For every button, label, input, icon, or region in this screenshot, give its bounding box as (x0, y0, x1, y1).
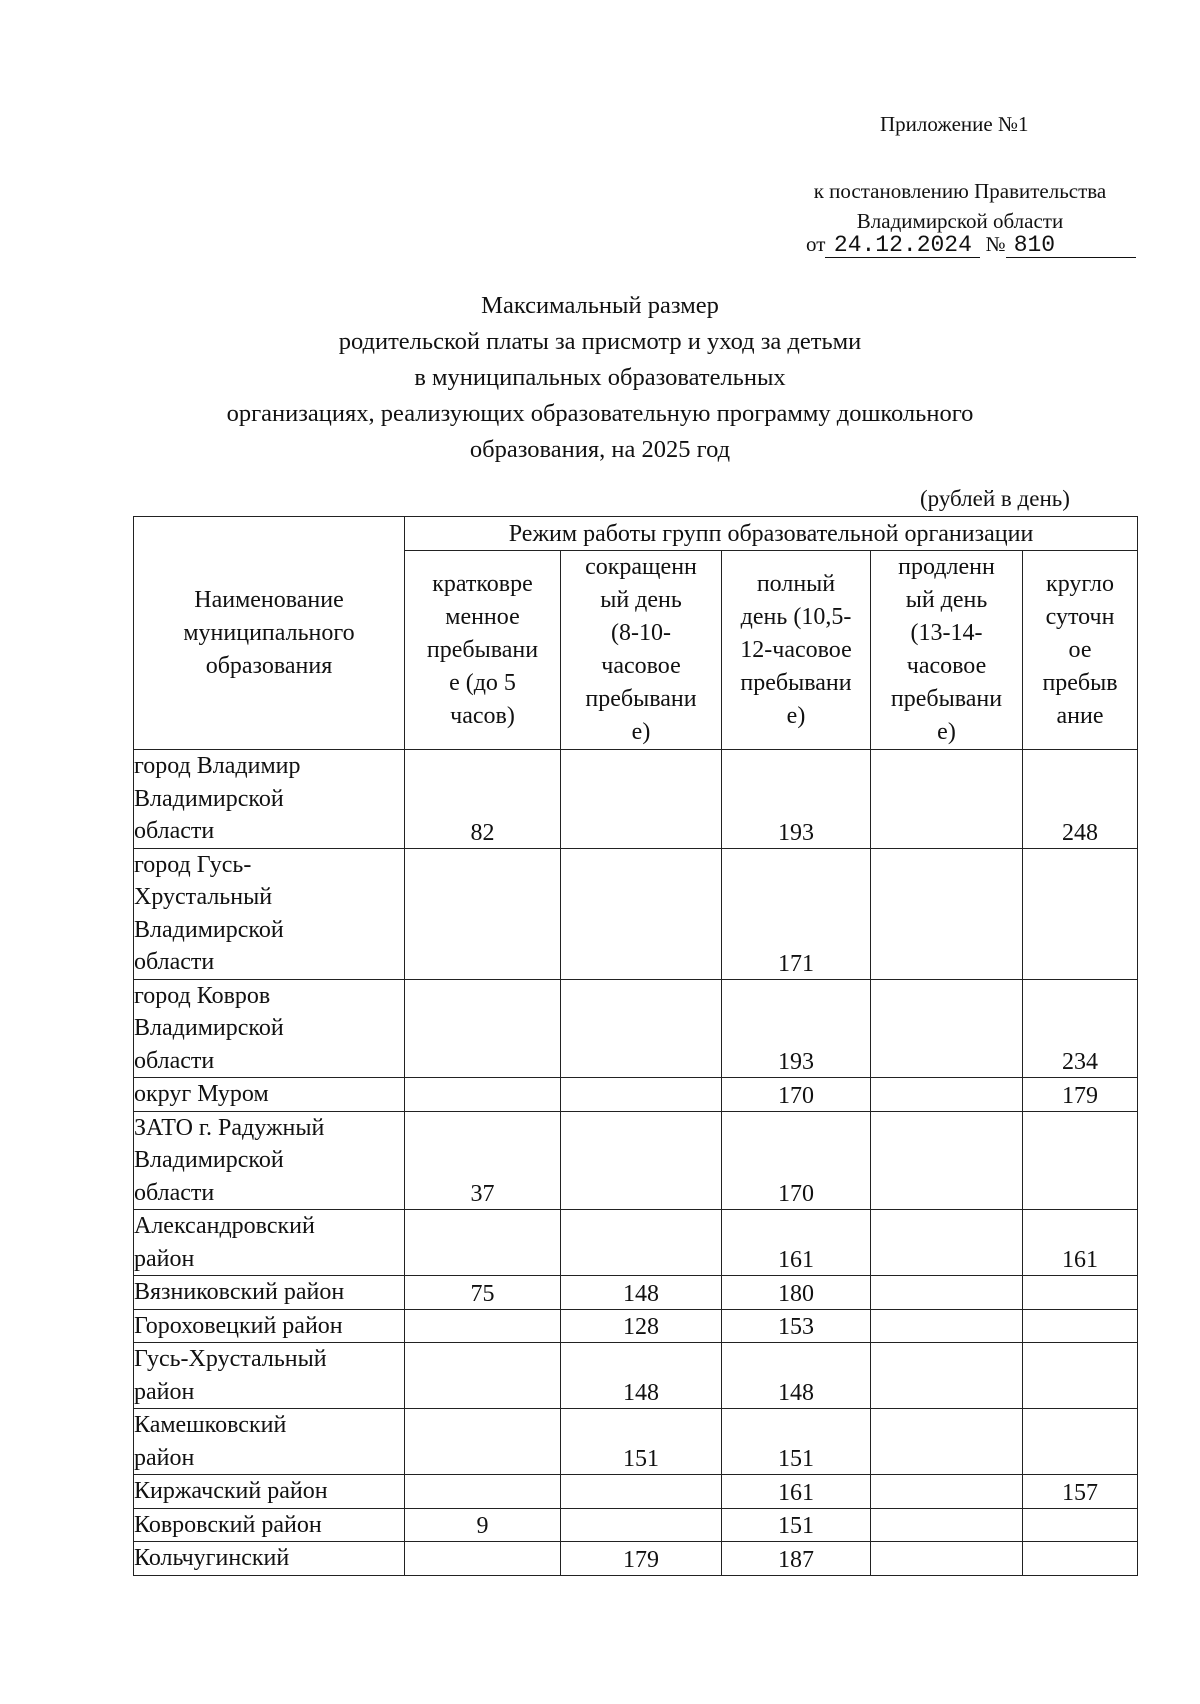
fee-value-round-the-clock (1023, 1508, 1138, 1542)
header-line: ый день (905, 587, 988, 613)
header-line: кратковре (432, 570, 533, 597)
header-line: е (до 5 (449, 669, 516, 696)
header-line: е) (786, 702, 806, 729)
fee-value-shortened-day: 151 (561, 1409, 722, 1475)
fee-value-shortened-day (561, 1210, 722, 1276)
name-line: район (134, 1245, 195, 1272)
fee-value-shortened-day (561, 1508, 722, 1542)
work-mode-group-header: Режим работы групп образовательной организации (405, 517, 1138, 551)
fee-value-short-stay (405, 1343, 561, 1409)
name-line: Ковровский район (134, 1511, 322, 1538)
fee-value-extended-day (871, 848, 1023, 979)
decree-number: 810 (1006, 233, 1136, 258)
extended-day-header (871, 551, 1023, 750)
table-row (134, 1111, 1138, 1210)
fee-value-short-stay (405, 1309, 561, 1343)
header-line: менное (445, 603, 520, 630)
fee-value-round-the-clock (1023, 1111, 1138, 1210)
fee-value-full-day: 193 (722, 750, 871, 849)
fee-value-round-the-clock: 248 (1023, 750, 1138, 849)
decree-date-number (806, 232, 1136, 258)
fee-value-short-stay (405, 1210, 561, 1276)
fee-value-full-day: 180 (722, 1276, 871, 1310)
header-line: е) (937, 719, 956, 745)
fee-value-round-the-clock (1023, 1542, 1138, 1576)
decree-line-2: Владимирской области (856, 209, 1064, 233)
header-line: пребывани (426, 636, 539, 663)
full-day-header (722, 551, 871, 750)
title-line: в муниципальных образовательных (414, 364, 786, 391)
header-line: ание (1056, 702, 1104, 729)
name-line: Вязниковский район (134, 1279, 345, 1305)
fee-value-full-day: 187 (722, 1542, 871, 1576)
fee-value-round-the-clock (1023, 1276, 1138, 1310)
fee-value-extended-day (871, 1508, 1023, 1542)
fee-value-full-day: 170 (722, 1078, 871, 1112)
name-line: город Гусь- (134, 851, 252, 878)
title-line: Максимальный размер (481, 292, 719, 319)
fee-value-short-stay (405, 1475, 561, 1509)
fee-value-full-day: 171 (722, 848, 871, 979)
municipality-name (134, 1111, 405, 1210)
name-line: район (134, 1378, 195, 1405)
fee-value-extended-day (871, 750, 1023, 849)
header-line: е) (631, 719, 651, 745)
shortened-day-header (561, 551, 722, 750)
table-row (134, 1309, 1138, 1343)
table-row (134, 1409, 1138, 1475)
header-line: пребывани (585, 686, 697, 712)
municipality-name (134, 1309, 405, 1343)
fee-value-full-day: 151 (722, 1409, 871, 1475)
name-line: Владимирской (134, 1015, 284, 1041)
fee-value-round-the-clock (1023, 1343, 1138, 1409)
document-title (150, 288, 1050, 468)
title-line: образования, на 2025 год (469, 436, 731, 463)
header-line: 12-часовое (740, 636, 852, 663)
header-line: пребывани (740, 669, 852, 696)
header-line: часовое (601, 653, 681, 679)
fee-value-shortened-day (561, 1475, 722, 1509)
fee-value-shortened-day (561, 750, 722, 849)
header-line: образования (205, 652, 333, 679)
name-line: Гусь-Хрустальный (134, 1346, 327, 1372)
table-row (134, 1078, 1138, 1112)
fee-value-round-the-clock: 157 (1023, 1475, 1138, 1509)
fee-value-round-the-clock: 161 (1023, 1210, 1138, 1276)
municipality-name (134, 848, 405, 979)
fee-value-round-the-clock (1023, 1409, 1138, 1475)
fee-value-extended-day (871, 1210, 1023, 1276)
fee-value-full-day: 193 (722, 979, 871, 1078)
name-line: области (134, 1179, 215, 1206)
table-row (134, 1343, 1138, 1409)
fee-value-short-stay (405, 1078, 561, 1112)
title-line: организациях, реализующих образовательную программу дошкольного (226, 400, 974, 427)
fee-value-short-stay (405, 979, 561, 1078)
header-line: суточн (1045, 603, 1115, 630)
municipality-name (134, 1542, 405, 1576)
fee-value-shortened-day (561, 1111, 722, 1210)
municipality-name (134, 1343, 405, 1409)
name-line: ЗАТО г. Радужный (134, 1114, 325, 1141)
header-line: ый день (600, 587, 682, 613)
name-line: город Владимир (134, 753, 301, 779)
municipality-name (134, 750, 405, 849)
name-line: Владимирской (134, 1147, 284, 1173)
header-line: пребыв (1042, 669, 1118, 696)
fee-value-short-stay: 75 (405, 1276, 561, 1310)
name-line: Владимирской (134, 785, 284, 812)
table-row (134, 750, 1138, 849)
header-line: Наименование (194, 586, 344, 613)
table-row (134, 1508, 1138, 1542)
fee-value-extended-day (871, 1343, 1023, 1409)
header-line: (8-10- (611, 620, 671, 646)
header-line: день (10,5- (740, 603, 852, 630)
number-sign: № (985, 232, 1006, 256)
name-line: области (134, 949, 215, 975)
fee-value-full-day: 161 (722, 1475, 871, 1509)
municipality-name (134, 1078, 405, 1112)
fee-value-shortened-day (561, 979, 722, 1078)
fee-value-shortened-day (561, 1078, 722, 1112)
fee-value-extended-day (871, 1409, 1023, 1475)
table-row (134, 979, 1138, 1078)
fee-value-short-stay: 37 (405, 1111, 561, 1210)
fee-value-short-stay (405, 1409, 561, 1475)
fee-value-short-stay (405, 848, 561, 979)
round-the-clock-header (1023, 551, 1138, 750)
fee-value-round-the-clock: 234 (1023, 979, 1138, 1078)
title-line: родительской платы за присмотр и уход за детьми (338, 328, 862, 355)
header-line: полный (756, 570, 836, 597)
fee-value-full-day: 170 (722, 1111, 871, 1210)
name-line: Александровский (134, 1213, 315, 1239)
fee-value-extended-day (871, 1111, 1023, 1210)
fee-value-shortened-day: 148 (561, 1343, 722, 1409)
header-line: сокращенн (585, 554, 697, 580)
header-line: кругло (1046, 570, 1114, 597)
name-line: район (134, 1444, 195, 1471)
fee-value-full-day: 161 (722, 1210, 871, 1276)
fee-table (133, 516, 1138, 1576)
name-line: Камешковский (134, 1412, 287, 1438)
header-line: часов) (450, 702, 515, 729)
fee-value-round-the-clock (1023, 848, 1138, 979)
fee-value-shortened-day: 128 (561, 1309, 722, 1343)
header-line: ое (1068, 636, 1092, 663)
fee-value-round-the-clock (1023, 1309, 1138, 1343)
fee-value-full-day: 153 (722, 1309, 871, 1343)
table-row (134, 1276, 1138, 1310)
fee-value-full-day: 151 (722, 1508, 871, 1542)
fee-value-shortened-day: 179 (561, 1542, 722, 1576)
name-line: области (134, 1047, 215, 1074)
date-prefix: от (806, 232, 826, 256)
header-line: (13-14- (910, 620, 983, 646)
table-row (134, 848, 1138, 979)
municipality-column-header (134, 517, 405, 750)
table-row (134, 1542, 1138, 1576)
municipality-name (134, 1210, 405, 1276)
fee-value-short-stay: 82 (405, 750, 561, 849)
table-body (134, 750, 1138, 1576)
fee-value-round-the-clock: 179 (1023, 1078, 1138, 1112)
header-line: продленн (898, 554, 995, 580)
fee-value-extended-day (871, 1276, 1023, 1310)
name-line: округ Муром (134, 1081, 269, 1107)
appendix-label: Приложение №1 (880, 112, 1029, 136)
decree-reference (780, 176, 1140, 236)
header-line: муниципального (183, 619, 355, 646)
name-line: город Ковров (134, 982, 271, 1009)
name-line: Кольчугинский (134, 1545, 290, 1571)
municipality-name (134, 1508, 405, 1542)
name-line: Хрустальный (134, 884, 273, 910)
fee-value-full-day: 148 (722, 1343, 871, 1409)
table-row (134, 1475, 1138, 1509)
units-note: (рублей в день) (920, 486, 1070, 511)
table-row (134, 1210, 1138, 1276)
header-line: часовое (906, 653, 987, 679)
fee-value-extended-day (871, 979, 1023, 1078)
name-line: Владимирской (134, 916, 284, 943)
fee-value-extended-day (871, 1309, 1023, 1343)
fee-value-extended-day (871, 1475, 1023, 1509)
fee-value-extended-day (871, 1542, 1023, 1576)
municipality-name (134, 979, 405, 1078)
name-line: Гороховецкий район (134, 1312, 343, 1339)
fee-value-shortened-day (561, 848, 722, 979)
name-line: Киржачский район (134, 1478, 328, 1504)
decree-date: 24.12.2024 (825, 233, 980, 258)
municipality-name (134, 1276, 405, 1310)
name-line: области (134, 818, 215, 844)
fee-value-short-stay: 9 (405, 1508, 561, 1542)
header-line: пребывани (890, 686, 1003, 712)
municipality-name (134, 1409, 405, 1475)
fee-value-short-stay (405, 1542, 561, 1576)
municipality-name (134, 1475, 405, 1509)
short-stay-header (405, 551, 561, 750)
fee-value-extended-day (871, 1078, 1023, 1112)
decree-line-1: к постановлению Правительства (813, 179, 1107, 203)
fee-value-shortened-day: 148 (561, 1276, 722, 1310)
